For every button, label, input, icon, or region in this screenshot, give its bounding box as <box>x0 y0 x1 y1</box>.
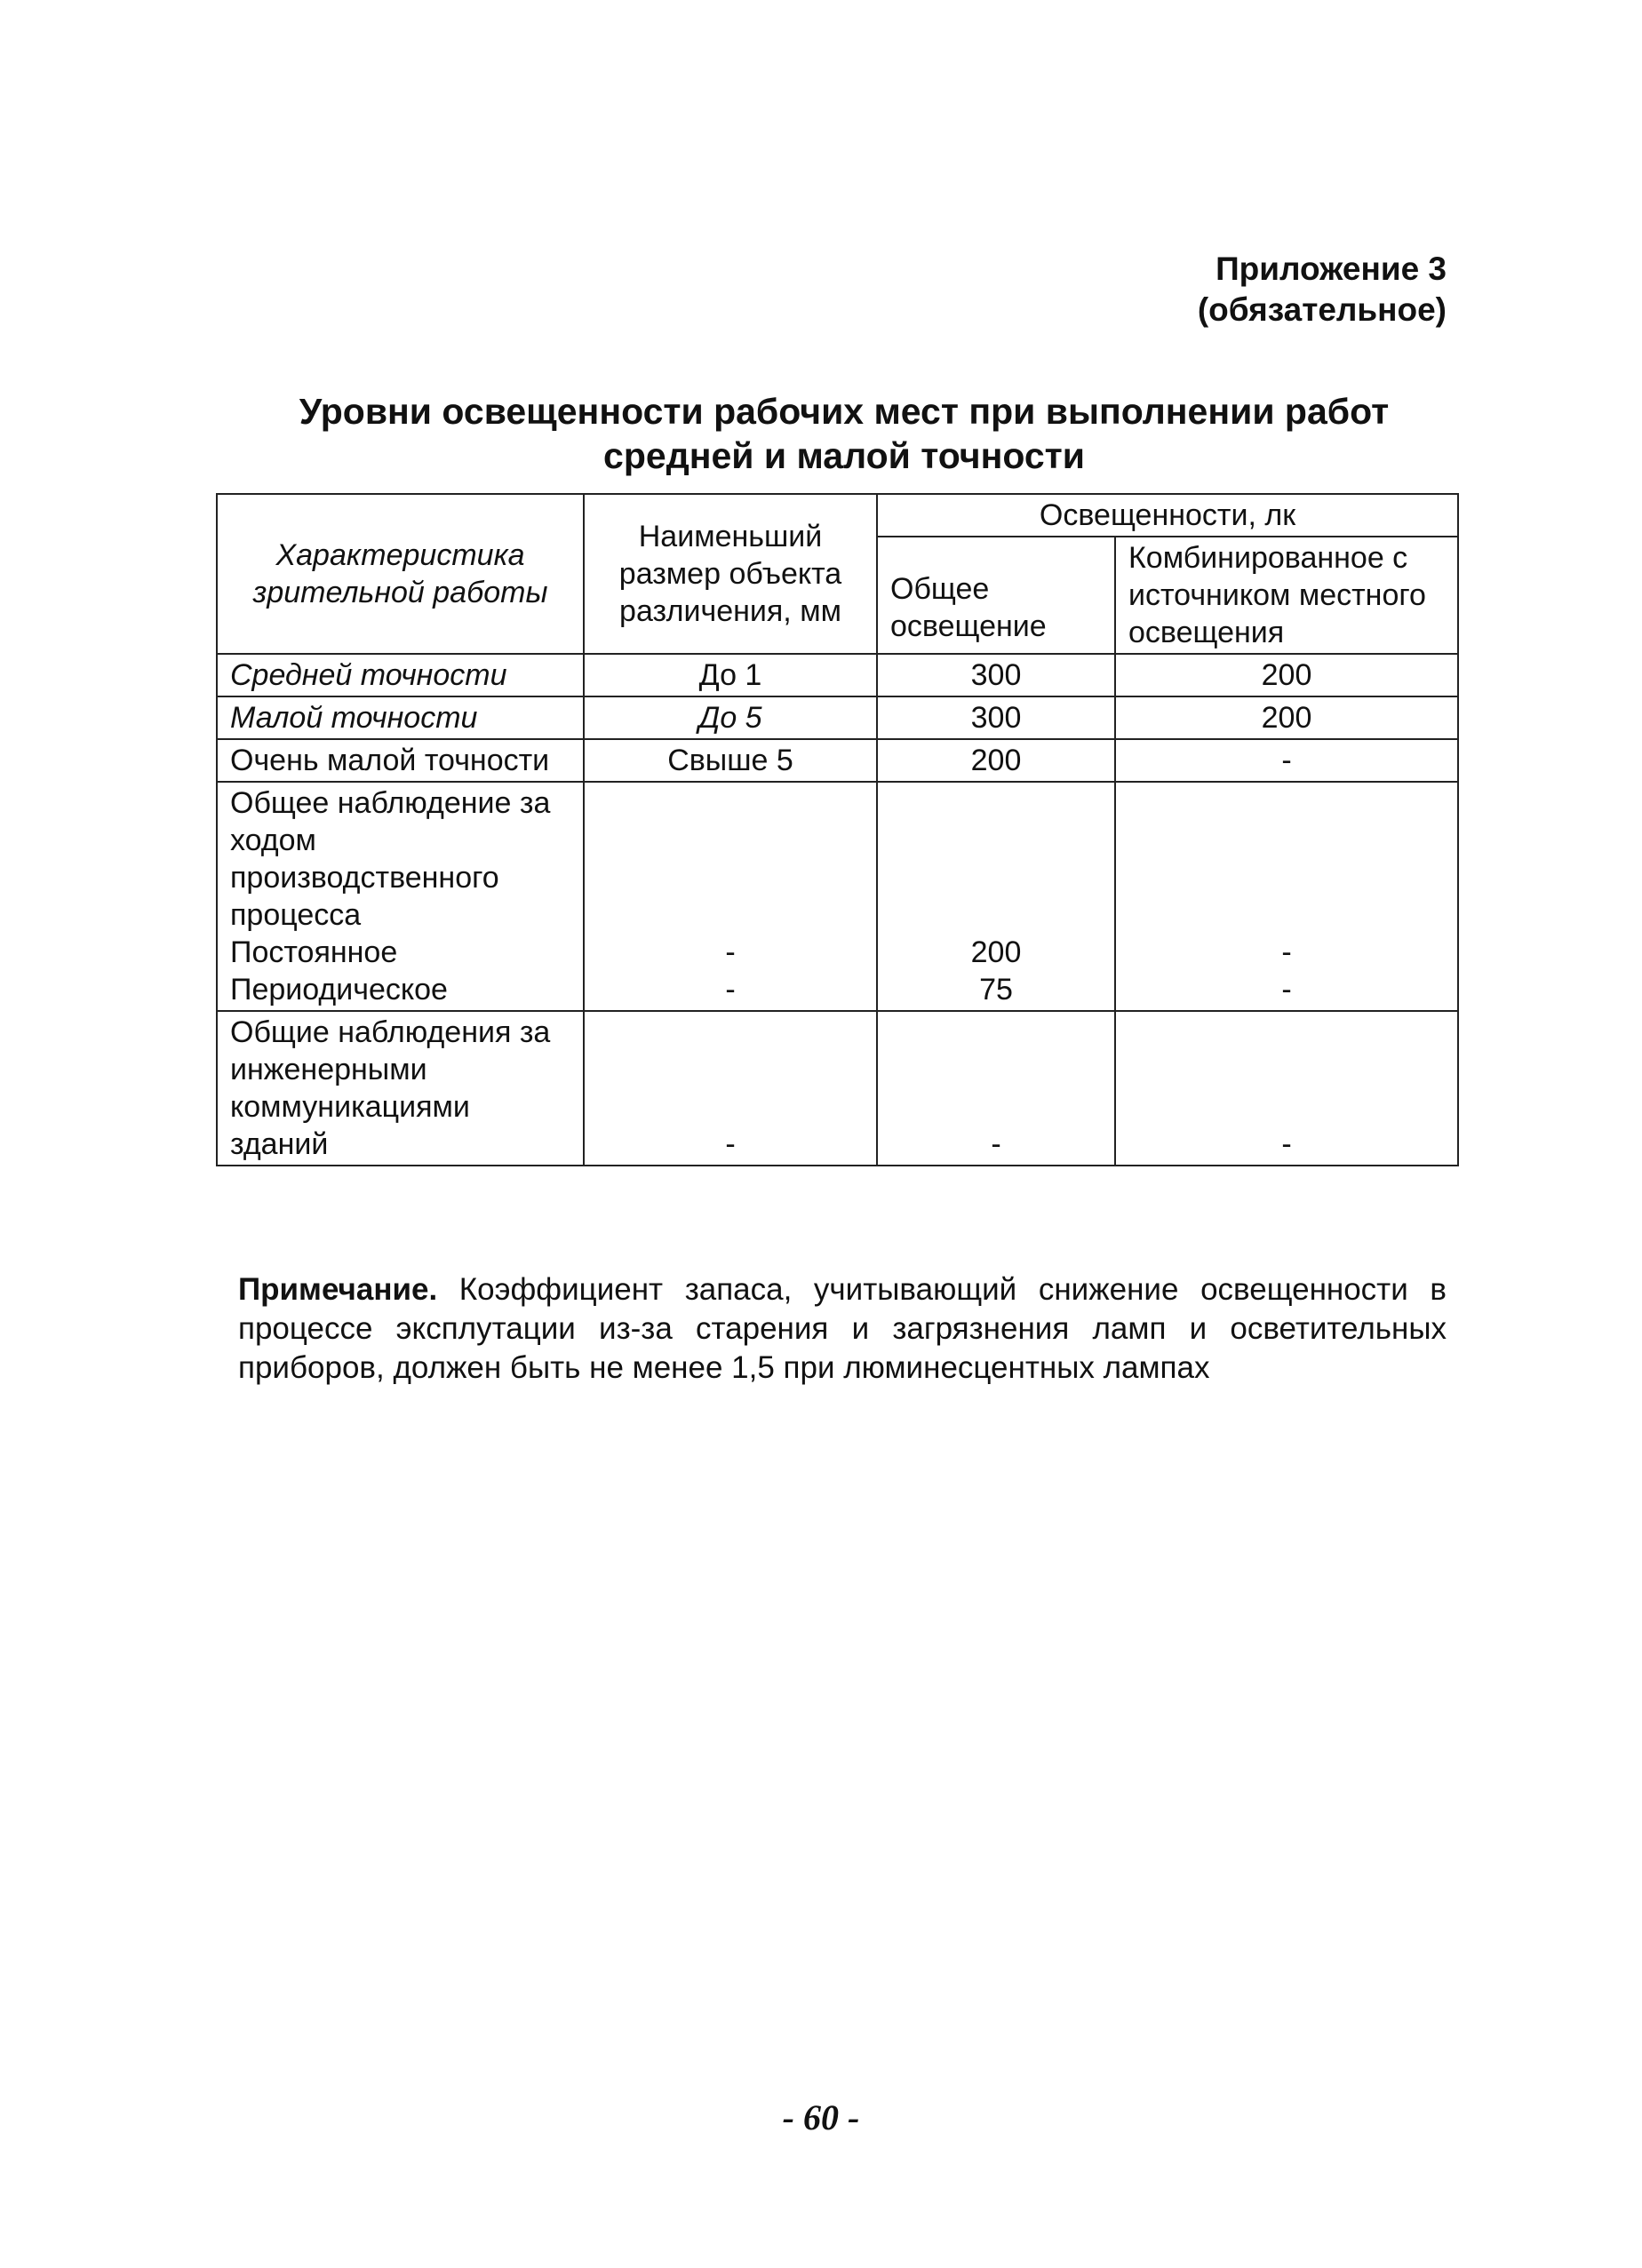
table-row-engineering-observation <box>217 1011 1458 1166</box>
row-general <box>877 782 1115 1011</box>
row-size <box>584 782 877 1011</box>
row-combined: - <box>1115 1011 1458 1166</box>
title-line-1: Уровни освещенности рабочих мест при выполнении работ <box>299 391 1390 432</box>
process-combined-constant: - <box>1281 935 1292 969</box>
illumination-table <box>216 493 1459 1166</box>
process-label: Общее наблюдение за ходом производственного процесса <box>230 786 551 932</box>
title-line-2: средней и малой точности <box>603 435 1085 476</box>
header-visual-work: Характеристика зрительной работы <box>217 494 584 654</box>
note-paragraph <box>238 1270 1447 1388</box>
row-size: До 5 <box>584 696 877 739</box>
process-size-constant: - <box>725 935 736 969</box>
table-row <box>217 654 1458 696</box>
process-sub-periodic: Периодическое <box>230 973 448 1007</box>
appendix-label <box>1198 249 1447 330</box>
process-general-periodic: 75 <box>979 973 1013 1007</box>
process-combined-periodic: - <box>1281 973 1292 1007</box>
header-row-1 <box>217 494 1458 537</box>
process-sub-constant: Постоянное <box>230 935 398 969</box>
row-label: Малой точности <box>217 696 584 739</box>
row-general: 300 <box>877 696 1115 739</box>
process-size-periodic: - <box>725 973 736 1007</box>
table-row-process-observation <box>217 782 1458 1011</box>
row-general: - <box>877 1011 1115 1166</box>
page-number: - 60 - <box>782 2097 860 2137</box>
appendix-status: (обязательное) <box>1197 291 1447 328</box>
row-combined: - <box>1115 739 1458 782</box>
row-label: Общие наблюдения за инженерными коммуникациями зданий <box>217 1011 584 1166</box>
note-text: Коэффициент запаса, учитывающий снижение освещенности в процессе эксплутации из-за старения и загрязнения ламп и осветительных приборов, должен быть не менее 1,5 при люминесцентных лампах <box>238 1272 1447 1385</box>
row-label: Средней точности <box>217 654 584 696</box>
header-combined-lighting: Комбинированное с источником местного освещения <box>1115 537 1458 654</box>
process-general-constant: 200 <box>970 935 1022 969</box>
row-combined: 200 <box>1115 654 1458 696</box>
row-size: - <box>584 1011 877 1166</box>
row-label <box>217 782 584 1011</box>
table-row <box>217 739 1458 782</box>
row-size: Свыше 5 <box>584 739 877 782</box>
header-general-lighting: Общее освещение <box>877 537 1115 654</box>
row-size: До 1 <box>584 654 877 696</box>
appendix-number: Приложение 3 <box>1216 251 1447 287</box>
row-general: 200 <box>877 739 1115 782</box>
header-illumination-group: Освещенности, лк <box>877 494 1458 537</box>
row-label: Очень малой точности <box>217 739 584 782</box>
row-general: 300 <box>877 654 1115 696</box>
document-title <box>213 389 1475 478</box>
row-combined: 200 <box>1115 696 1458 739</box>
row-combined <box>1115 782 1458 1011</box>
table-row <box>217 696 1458 739</box>
header-object-size: Наименьший размер объекта различения, мм <box>584 494 877 654</box>
note-label: Примечание. <box>238 1272 438 1307</box>
